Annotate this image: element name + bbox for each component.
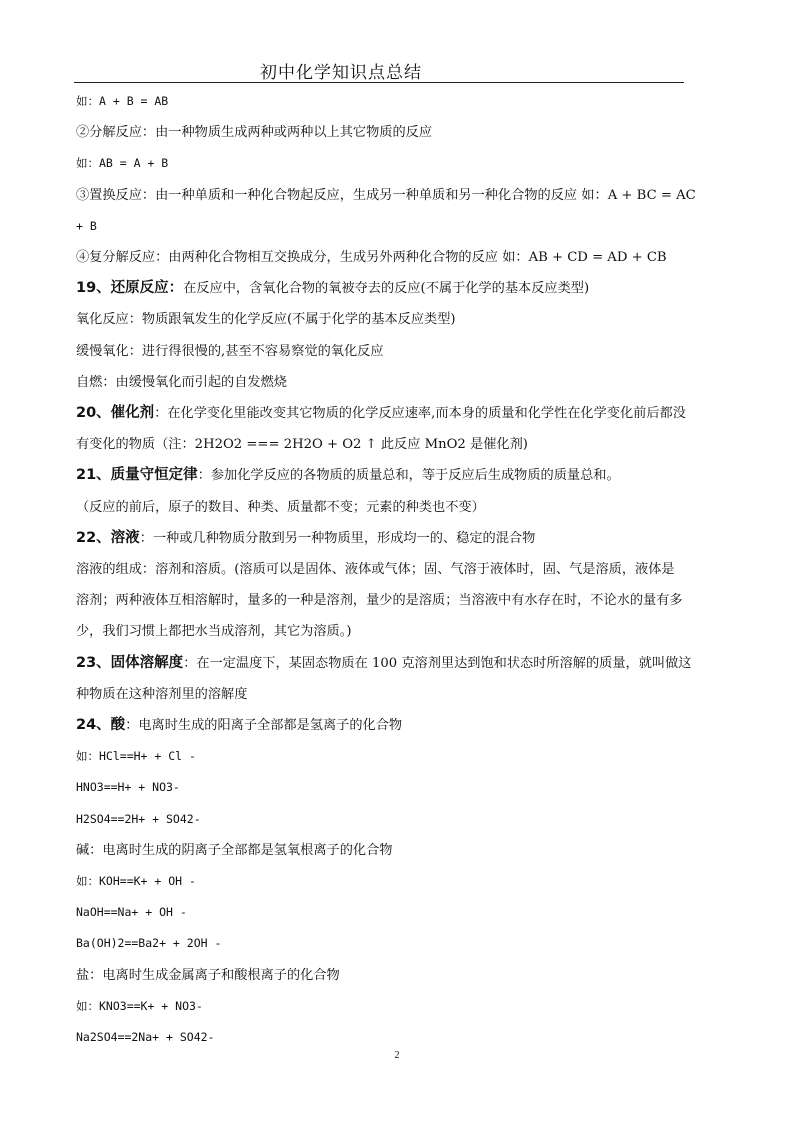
term-heading: 24、酸 — [76, 717, 126, 734]
text-line — [76, 211, 720, 242]
text-line — [76, 710, 720, 741]
text-line — [76, 804, 720, 835]
body-text: ：在一定温度下，某固态物质在 100 克溶剂里达到饱和状态时所溶解的质量，就叫做这 — [183, 655, 692, 671]
text-line — [76, 460, 720, 491]
body-text: ：一种或几种物质分散到另一种物质里，形成均一的、稳定的混合物 — [139, 530, 536, 546]
text-line — [76, 648, 720, 679]
term-heading: 20、催化剂 — [76, 405, 155, 422]
text-line — [76, 523, 720, 554]
formula-text: 如：A + B = AB — [76, 94, 169, 108]
formula-text: 如：HCl==H+ + Cl - — [76, 749, 196, 764]
body-text: ：电离时生成的阳离子全部都是氢离子的化合物 — [125, 718, 403, 734]
formula-text: Na2SO4==2Na+ + SO42- — [76, 1030, 215, 1045]
body-text: ：参加化学反应的各物质的质量总和，等于反应后生成物质的质量总和。 — [197, 468, 620, 484]
text-line — [76, 242, 720, 273]
term-heading: 23、固体溶解度 — [76, 654, 184, 671]
text-line — [76, 148, 720, 179]
formula-text: NaOH==Na+ + OH - — [76, 905, 187, 920]
formula-text: H2SO4==2H+ + SO42- — [76, 811, 201, 826]
text-line — [76, 585, 720, 616]
body-text: 溶剂；两种液体互相溶解时，量多的一种是溶剂，量少的是溶质；当溶液中有水存在时，不论水的量有多 — [76, 593, 683, 609]
text-line — [76, 1022, 720, 1053]
text-line — [76, 866, 720, 897]
text-line — [76, 741, 720, 772]
formula-text: + B — [76, 218, 97, 233]
text-line — [76, 86, 720, 117]
document-body — [76, 86, 720, 1053]
body-text: ④复分解反应：由两种化合物相互交换成分，生成另外两种化合物的反应 如：AB + CD = AD + CB — [76, 250, 667, 266]
body-text: ：在化学变化里能改变其它物质的化学反应速率,而本身的质量和化学性在化学变化前后都没 — [154, 406, 686, 422]
text-line — [76, 492, 720, 523]
text-line — [76, 273, 720, 304]
text-line — [76, 554, 720, 585]
text-line — [76, 367, 720, 398]
body-text: 缓慢氧化：进行得很慢的,甚至不容易察觉的氧化反应 — [76, 343, 384, 359]
body-text: ③置换反应：由一种单质和一种化合物起反应，生成另一种单质和另一种化合物的反应 如：A + BC = AC — [76, 187, 696, 203]
text-line — [76, 772, 720, 803]
formula-text: HNO3==H+ + NO3- — [76, 780, 180, 795]
body-text: 氧化反应：物质跟氧发生的化学反应(不属于化学的基本反应类型) — [76, 312, 456, 328]
term-heading: 21、质量守恒定律 — [76, 467, 198, 484]
text-line — [76, 928, 720, 959]
text-line — [76, 835, 720, 866]
body-text: 溶液的组成：溶剂和溶质。(溶质可以是固体、液体或气体；固、气溶于液体时，固、气是溶质，液体是 — [76, 562, 675, 578]
text-line — [76, 304, 720, 335]
page-header — [74, 56, 684, 83]
body-text: 有变化的物质（注：2H2O2 === 2H2O + O2 ↑ 此反应 MnO2 是催化剂) — [76, 437, 528, 453]
text-line — [76, 117, 720, 148]
text-line — [76, 398, 720, 429]
header-title: 初中化学知识点总结 — [260, 63, 422, 83]
formula-text: 如：KOH==K+ + OH - — [76, 874, 196, 889]
text-line — [76, 960, 720, 991]
page-number: 2 — [394, 1050, 400, 1061]
body-text: 种物质在这种溶剂里的溶解度 — [76, 686, 248, 702]
body-text: （反应的前后，原子的数目、种类、质量都不变；元素的种类也不变） — [76, 499, 485, 515]
text-line — [76, 897, 720, 928]
body-text: 少，我们习惯上都把水当成溶剂，其它为溶质。) — [76, 624, 352, 640]
text-line — [76, 180, 720, 211]
term-heading: 22、溶液 — [76, 529, 140, 546]
body-text: 在反应中，含氧化合物的氧被夺去的反应(不属于化学的基本反应类型) — [183, 281, 590, 297]
text-line — [76, 679, 720, 710]
text-line — [76, 429, 720, 460]
text-line — [76, 336, 720, 367]
text-line — [76, 991, 720, 1022]
formula-text: 如：AB = A + B — [76, 156, 169, 171]
body-text: 盐：电离时生成金属离子和酸根离子的化合物 — [76, 967, 340, 983]
body-text: 碱：电离时生成的阴离子全部都是氢氧根离子的化合物 — [76, 842, 393, 858]
body-text: 自燃：由缓慢氧化而引起的自发燃烧 — [76, 374, 287, 390]
formula-text: Ba(OH)2==Ba2+ + 2OH - — [76, 936, 222, 951]
text-line — [76, 616, 720, 647]
body-text: ②分解反应：由一种物质生成两种或两种以上其它物质的反应 — [76, 125, 433, 141]
formula-text: 如：KNO3==K+ + NO3- — [76, 998, 203, 1013]
term-heading: 19、还原反应： — [76, 280, 184, 297]
